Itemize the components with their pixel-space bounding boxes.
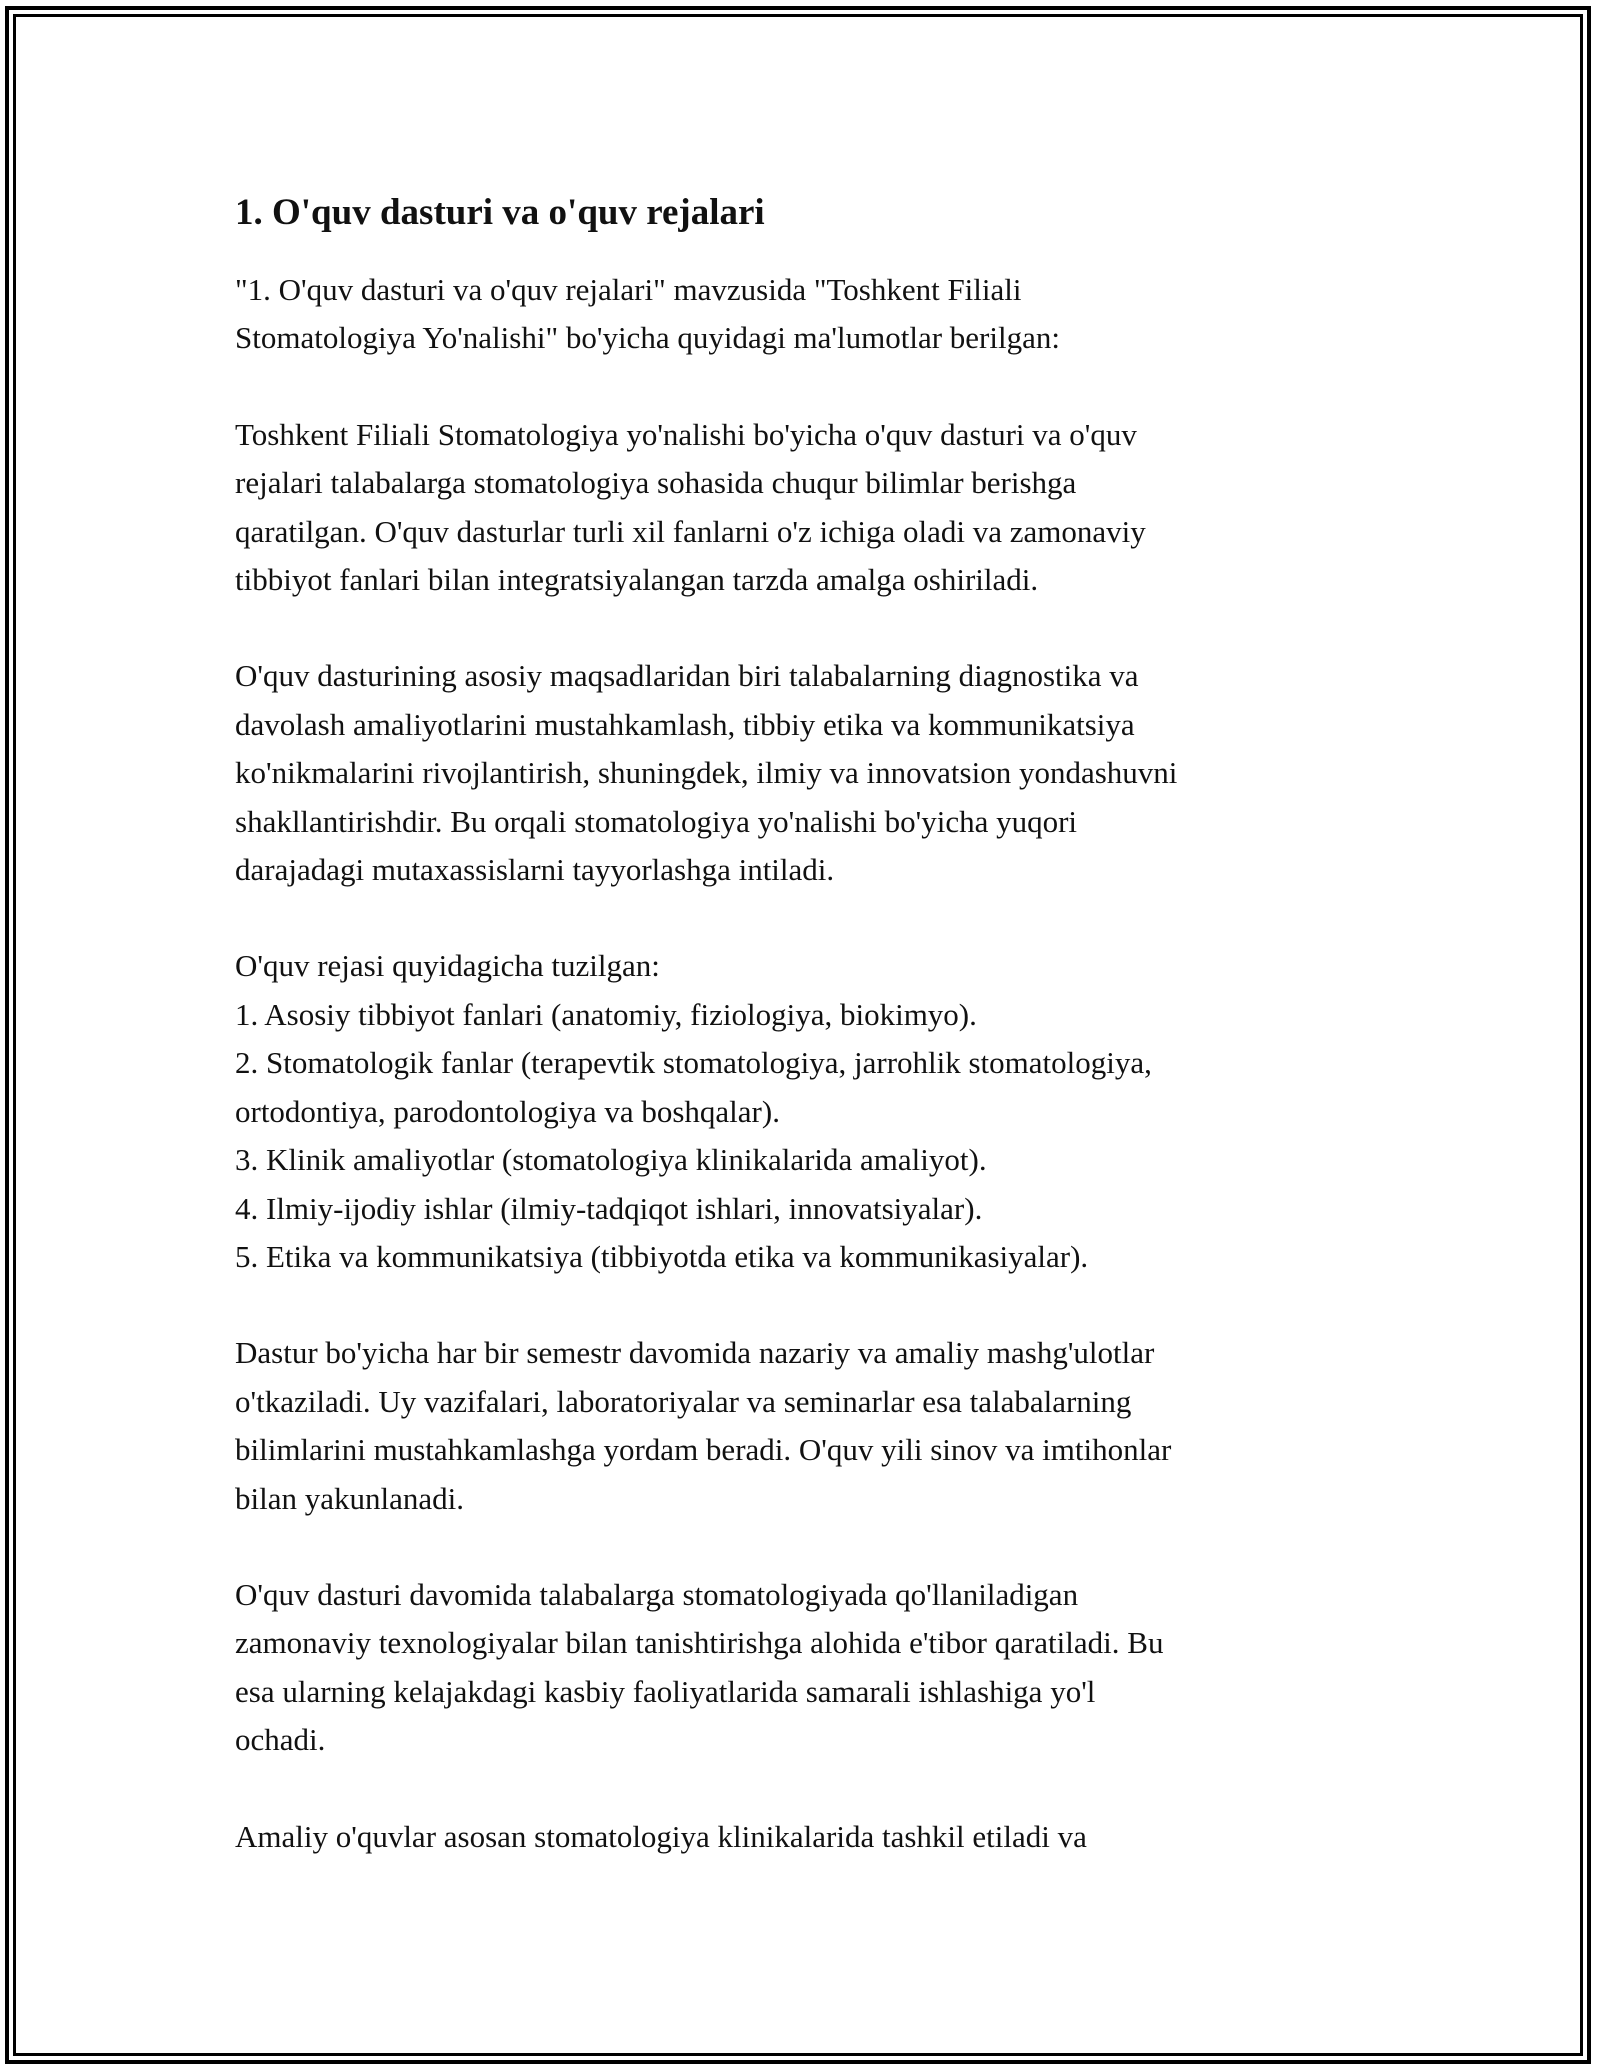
paragraph-line: bilimlarini mustahkamlashga yordam beradi. O'quv yili sinov va imtihonlar bbox=[235, 1432, 1172, 1468]
paragraph-line: darajadagi mutaxassislarni tayyorlashga intiladi. bbox=[235, 852, 835, 888]
list-item-continuation: ortodontiya, parodontologiya va boshqalar). bbox=[235, 1093, 780, 1129]
list-item: 5. Etika va kommunikatsiya (tibbiyotda etika va kommunikasiyalar). bbox=[235, 1238, 1089, 1274]
study-plan-heading: O'quv rejasi quyidagicha tuzilgan: bbox=[235, 948, 660, 984]
paragraph-goals bbox=[235, 652, 1365, 894]
list-item: 3. Klinik amaliyotlar (stomatologiya klinikalarida amaliyot). bbox=[235, 1142, 987, 1178]
paragraph-line: o'tkaziladi. Uy vazifalari, laboratoriyalar va seminarlar esa talabalarning bbox=[235, 1383, 1132, 1419]
paragraph-line: davolash amaliyotlarini mustahkamlash, tibbiy etika va kommunikatsiya bbox=[235, 706, 1135, 742]
paragraph-practice bbox=[235, 1813, 1365, 1861]
intro-line: "1. O'quv dasturi va o'quv rejalari" mavzusida "Toshkent Filiali bbox=[235, 272, 1022, 307]
paragraph-line: ochadi. bbox=[235, 1722, 326, 1758]
paragraph-line: qaratilgan. O'quv dasturlar turli xil fanlarni o'z ichiga oladi va zamonaviy bbox=[235, 513, 1146, 549]
paragraph-line: esa ularning kelajakdagi kasbiy faoliyatlarida samarali ishlashiga yo'l bbox=[235, 1673, 1096, 1709]
intro-paragraph bbox=[235, 266, 1365, 363]
paragraph-line: O'quv dasturi davomida talabalarga stomatologiyada qo'llaniladigan bbox=[235, 1576, 1079, 1612]
paragraph-line: ko'nikmalarini rivojlantirish, shuningdek, ilmiy va innovatsion yondashuvni bbox=[235, 755, 1178, 791]
paragraph-line: tibbiyot fanlari bilan integratsiyalangan tarzda amalga oshiriladi. bbox=[235, 562, 1039, 598]
paragraph-semester bbox=[235, 1329, 1365, 1523]
list-item: 1. Asosiy tibbiyot fanlari (anatomiy, fiziologiya, biokimyo). bbox=[235, 996, 977, 1032]
paragraph-line: Dastur bo'yicha har bir semestr davomida nazariy va amaliy mashg'ulotlar bbox=[235, 1335, 1155, 1371]
paragraph-line: zamonaviy texnologiyalar bilan tanishtirishga alohida e'tibor qaratiladi. Bu bbox=[235, 1625, 1164, 1661]
paragraph-line: bilan yakunlanadi. bbox=[235, 1480, 464, 1516]
list-item: 4. Ilmiy-ijodiy ishlar (ilmiy-tadqiqot ishlari, innovatsiyalar). bbox=[235, 1190, 983, 1226]
list-item: 2. Stomatologik fanlar (terapevtik stomatologiya, jarrohlik stomatologiya, bbox=[235, 1045, 1152, 1081]
paragraph-line: Amaliy o'quvlar asosan stomatologiya klinikalarida tashkil etiladi va bbox=[235, 1818, 1087, 1854]
study-plan-list bbox=[235, 942, 1365, 1281]
intro-line: Stomatologiya Yo'nalishi" bo'yicha quyidagi ma'lumotlar berilgan: bbox=[235, 320, 1060, 356]
paragraph-line: Toshkent Filiali Stomatologiya yo'nalishi bo'yicha o'quv dasturi va o'quv bbox=[235, 416, 1137, 452]
document-body bbox=[235, 186, 1365, 1909]
paragraph-overview bbox=[235, 411, 1365, 605]
paragraph-line: rejalari talabalarga stomatologiya sohasida chuqur bilimlar berishga bbox=[235, 465, 1077, 501]
paragraph-technologies bbox=[235, 1571, 1365, 1765]
paragraph-line: O'quv dasturining asosiy maqsadlaridan biri talabalarning diagnostika va bbox=[235, 658, 1139, 694]
paragraph-line: shakllantirishdir. Bu orqali stomatologiya yo'nalishi bo'yicha yuqori bbox=[235, 803, 1078, 839]
document-title: 1. O'quv dasturi va o'quv rejalari bbox=[235, 192, 765, 233]
